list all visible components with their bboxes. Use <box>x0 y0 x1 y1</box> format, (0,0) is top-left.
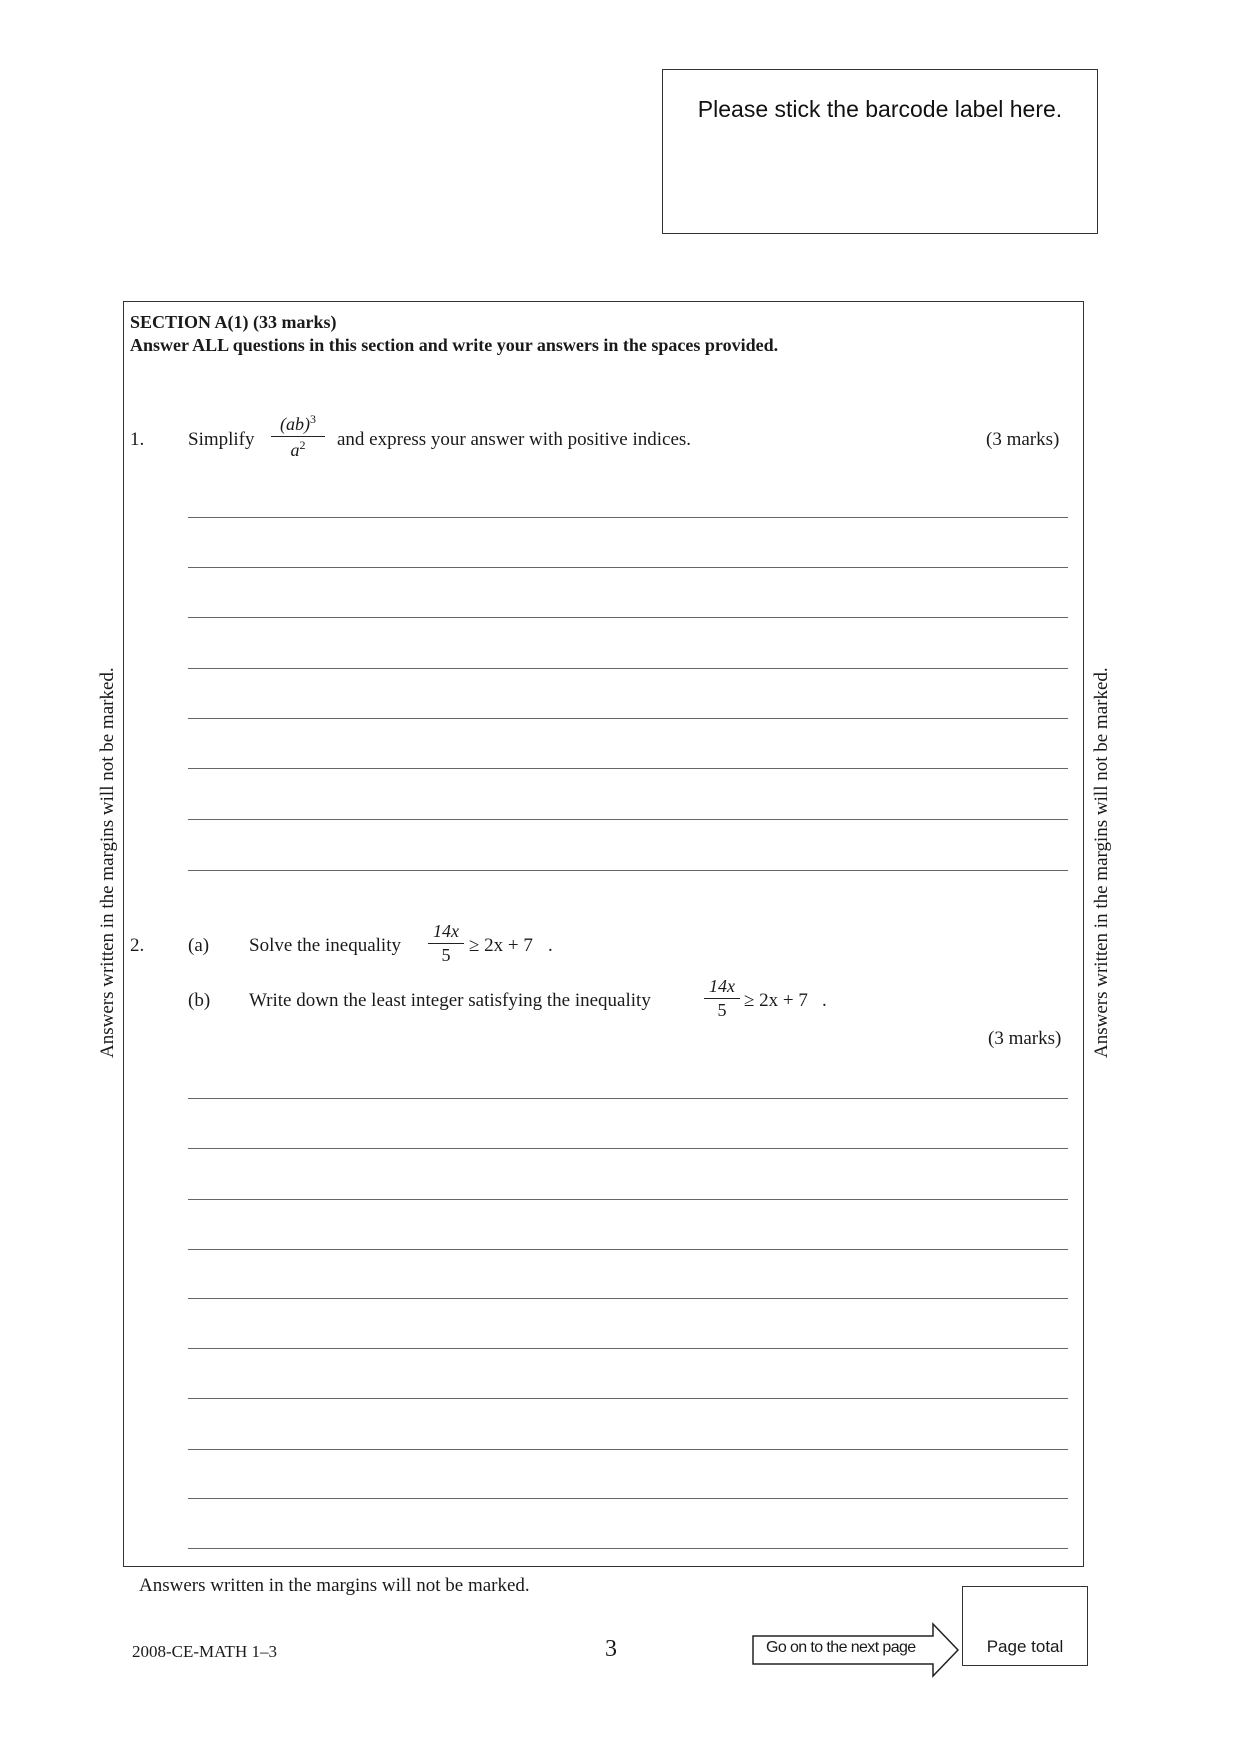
q1-answer-line[interactable] <box>188 768 1068 769</box>
q2a-frac-denominator: 5 <box>441 945 451 965</box>
q1-frac-den-exponent: 2 <box>299 438 306 452</box>
bottom-margin-note: Answers written in the margins will not be marked. <box>139 1575 530 1596</box>
q2b-fraction <box>704 976 740 1021</box>
q2a-fraction <box>428 921 464 966</box>
q1-answer-line[interactable] <box>188 718 1068 719</box>
left-margin-note: Answers written in the margins will not be marked. <box>97 667 118 1058</box>
q1-suffix: and express your answer with positive indices. <box>337 429 692 450</box>
q1-answer-line[interactable] <box>188 870 1068 871</box>
q1-prefix: Simplify <box>188 429 255 450</box>
q2-answer-line[interactable] <box>188 1498 1068 1499</box>
q1-marks: (3 marks) <box>986 429 1060 450</box>
q2-answer-line[interactable] <box>188 1548 1068 1549</box>
q1-answer-line[interactable] <box>188 567 1068 568</box>
q1-answer-line[interactable] <box>188 517 1068 518</box>
q2a-rhs: ≥ 2x + 7 <box>469 935 533 956</box>
q2-number: 2. <box>130 935 145 956</box>
q2-answer-line[interactable] <box>188 1348 1068 1349</box>
q1-fraction <box>271 412 325 461</box>
next-page-arrow <box>752 1622 960 1678</box>
q2a-end: . <box>548 935 553 956</box>
q2b-rhs: ≥ 2x + 7 <box>744 990 808 1011</box>
barcode-label-box <box>662 69 1098 234</box>
q1-answer-line[interactable] <box>188 617 1068 618</box>
q2b-text: Write down the least integer satisfying the inequality <box>249 990 651 1011</box>
q2a-label: (a) <box>188 935 210 956</box>
section-instruction: Answer ALL questions in this section and write your answers in the spaces provided. <box>130 335 779 355</box>
q2a-frac-numerator: 14x <box>433 921 459 941</box>
q2-marks: (3 marks) <box>988 1028 1062 1049</box>
q2-answer-line[interactable] <box>188 1098 1068 1099</box>
q1-answer-line[interactable] <box>188 819 1068 820</box>
section-heading: SECTION A(1) (33 marks) <box>130 312 337 332</box>
q2-answer-line[interactable] <box>188 1199 1068 1200</box>
right-margin-note: Answers written in the margins will not be marked. <box>1091 667 1112 1058</box>
q2-answer-line[interactable] <box>188 1298 1068 1299</box>
q2-answer-line[interactable] <box>188 1398 1068 1399</box>
page-total-box <box>962 1586 1088 1666</box>
q2b-frac-denominator: 5 <box>717 1000 727 1020</box>
q2b-end: . <box>822 990 827 1011</box>
q2-answer-line[interactable] <box>188 1249 1068 1250</box>
q1-number: 1. <box>130 429 145 450</box>
q2b-label: (b) <box>188 990 211 1011</box>
q2a-text: Solve the inequality <box>249 935 401 956</box>
section-a1-box <box>123 301 1084 1567</box>
q2-answer-line[interactable] <box>188 1148 1068 1149</box>
barcode-label-text: Please stick the barcode label here. <box>697 96 1063 122</box>
next-page-text: Go on to the next page <box>766 1639 916 1656</box>
q1-frac-num-exponent: 3 <box>310 412 316 426</box>
q2-answer-line[interactable] <box>188 1449 1068 1450</box>
q1-frac-numerator: (ab) <box>280 414 310 434</box>
q1-answer-line[interactable] <box>188 668 1068 669</box>
q1-frac-denominator: a <box>290 440 300 460</box>
page-total-label: Page total <box>986 1637 1064 1656</box>
q2b-frac-numerator: 14x <box>709 976 735 996</box>
page-number: 3 <box>605 1636 617 1662</box>
paper-code: 2008-CE-MATH 1–3 <box>132 1642 277 1661</box>
